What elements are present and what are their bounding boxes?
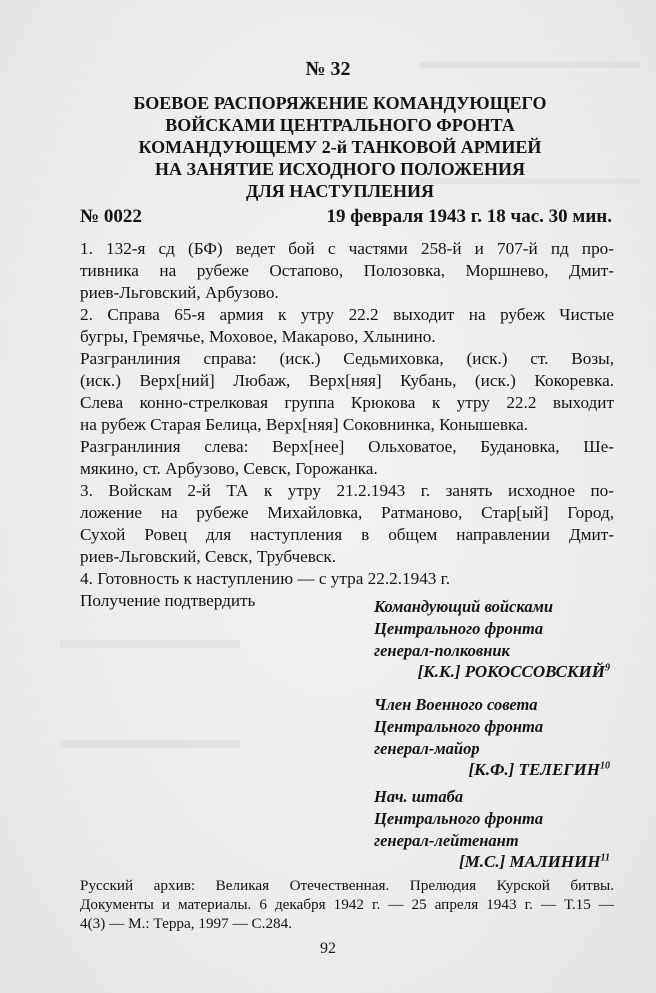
paragraph-2-line: 2. Справа 65-я армия к утру 22.2 выходит на рубеж Чистые xyxy=(80,305,614,324)
paragraph-1-line: тивника на рубеже Остапово, Полозовка, Моршнево, Дмит- xyxy=(80,261,614,280)
paragraph-4-line: 4. Готовность к наступлению — с утра 22.2.1943 г. xyxy=(80,569,451,588)
boundary-right-line: Разгранлиния справа: (иск.) Седьмиховка, (иск.) ст. Возы, xyxy=(80,349,614,368)
signature-title-line: Центрального фронта xyxy=(374,717,544,736)
paragraph-3-line: 3. Войскам 2-й ТА к утру 21.2.1943 г. занять исходное по- xyxy=(80,481,614,500)
source-citation-line: Русский архив: Великая Отечественная. Прелюдия Курской битвы. xyxy=(80,877,614,894)
footnote-marker: 10 xyxy=(600,760,610,772)
signatory-name xyxy=(418,662,610,682)
signatory-name-text: [М.С.] МАЛИНИН xyxy=(459,852,601,871)
page-number: 92 xyxy=(320,940,336,957)
title-line: ДЛЯ НАСТУПЛЕНИЯ xyxy=(245,181,435,201)
confirmation-line: Получение подтвердить xyxy=(80,591,256,610)
paragraph-3-line: риев-Льговский, Севск, Трубчевск. xyxy=(80,547,337,566)
signatory-name xyxy=(469,760,611,780)
title-line: БОЕВОЕ РАСПОРЯЖЕНИЕ КОМАНДУЮЩЕГО xyxy=(133,93,547,113)
boundary-left-line: мякино, ст. Арбузово, Севск, Горожанка. xyxy=(80,459,378,478)
signature-title-line: Нач. штаба xyxy=(374,787,464,806)
paragraph-1-line: риев-Льговский, Арбузово. xyxy=(80,283,279,302)
document-title xyxy=(60,92,620,202)
order-number: № 0022 xyxy=(80,206,142,227)
paragraph-1-line: 1. 132-я сд (БФ) ведет бой с частями 258-й и 707-й пд про- xyxy=(80,239,614,258)
signature-title-line: Командующий войсками xyxy=(374,597,554,616)
paragraph-3-line: ложение на рубеже Михайловка, Ратманово, Стар[ый] Город, xyxy=(80,503,614,522)
left-group-line: Слева конно-стрелковая группа Крюкова к утру 22.2 выходит xyxy=(80,393,614,412)
signature-title-line: Центрального фронта xyxy=(374,809,544,828)
source-citation-line: Документы и материалы. 6 декабря 1942 г. — 25 апреля 1943 г. — Т.15 — xyxy=(80,896,614,913)
signatory-name-text: [К.К.] РОКОССОВСКИЙ xyxy=(417,662,605,681)
signature-title-line: генерал-лейтенант xyxy=(374,831,519,850)
paragraph-3-line: Сухой Ровец для наступления в общем направлении Дмит- xyxy=(80,525,614,544)
source-citation-line: 4(3) — М.: Терра, 1997 — С.284. xyxy=(80,915,293,932)
signatory-name-text: [К.Ф.] ТЕЛЕГИН xyxy=(468,760,600,779)
title-line: НА ЗАНЯТИЕ ИСХОДНОГО ПОЛОЖЕНИЯ xyxy=(154,159,525,179)
title-line: ВОЙСКАМИ ЦЕНТРАЛЬНОГО ФРОНТА xyxy=(165,115,515,135)
footnote-marker: 9 xyxy=(605,662,610,674)
paragraph-2-line: бугры, Гремячье, Моховое, Макарово, Хлынино. xyxy=(80,327,436,346)
footnote-marker: 11 xyxy=(600,852,610,864)
signature-title-line: Член Военного совета xyxy=(374,695,538,714)
signature-title-line: генерал-полковник xyxy=(374,641,510,660)
order-date: 19 февраля 1943 г. 18 час. 30 мин. xyxy=(326,206,612,227)
signature-title-line: генерал-майор xyxy=(374,739,480,758)
signatory-name xyxy=(459,852,610,872)
title-line: КОМАНДУЮЩЕМУ 2-й ТАНКОВОЙ АРМИЕЙ xyxy=(138,137,542,157)
boundary-right-line: (иск.) Верх[ний] Любаж, Верх[няя] Кубань, (иск.) Кокоревка. xyxy=(80,371,614,390)
document-number: № 32 xyxy=(305,58,351,80)
boundary-left-line: Разгранлиния слева: Верх[нее] Ольховатое, Будановка, Ше- xyxy=(80,437,614,456)
bleed-through-mark xyxy=(60,740,240,756)
signature-title-line: Центрального фронта xyxy=(374,619,544,638)
bleed-through-mark xyxy=(60,640,240,656)
left-group-line: на рубеж Старая Белица, Верх[няя] Соковнинка, Конышевка. xyxy=(80,415,529,434)
